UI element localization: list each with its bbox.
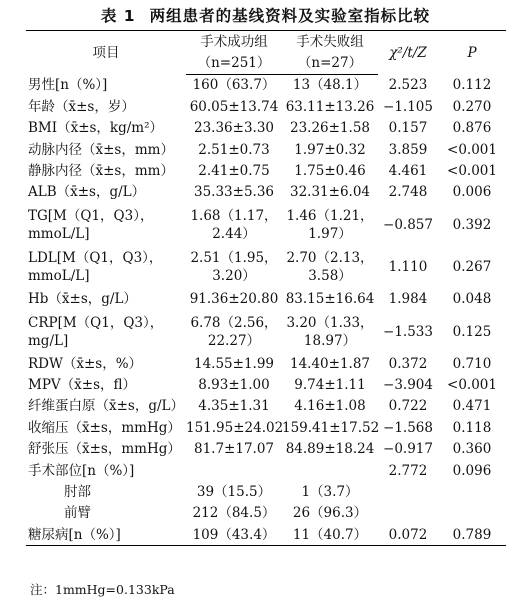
row-success-value-text: 35.33±5.36	[193, 184, 275, 201]
row-success-value	[186, 96, 282, 117]
row-stat-value-text: −1.533	[383, 323, 433, 340]
header-fail: 手术失败组	[282, 31, 378, 53]
row-p-value-text: 0.118	[452, 419, 492, 436]
header-fail-n: （n=27）	[282, 52, 378, 74]
table-row	[26, 74, 506, 96]
row-p-value	[438, 139, 506, 160]
table-row	[26, 310, 506, 353]
row-fail-value-text: 32.31±6.04	[289, 184, 371, 201]
row-item	[26, 289, 186, 310]
row-success-value	[186, 460, 282, 481]
row-p-value	[438, 310, 506, 353]
caption-title: 两组患者的基线资料及实验室指标比较	[149, 7, 431, 25]
row-fail-value-text: 23.26±1.58	[289, 120, 371, 137]
row-p-value-text: 0.267	[452, 259, 492, 276]
row-stat-value-text: 2.772	[388, 462, 428, 479]
row-fail-value	[282, 160, 378, 181]
header-success-n: （n=251）	[186, 52, 282, 74]
row-success-value	[186, 353, 282, 374]
row-stat-value	[378, 139, 438, 160]
row-item	[26, 182, 186, 203]
row-item-text-line2: mmoL/L]	[28, 225, 90, 242]
table-row	[26, 160, 506, 181]
row-fail-value-text-line2: 18.97）	[303, 332, 357, 349]
row-item-text: TG[M（Q1，Q3），	[28, 207, 154, 224]
row-p-value-text: 0.710	[452, 355, 492, 372]
row-stat-value-text: 1.984	[388, 291, 428, 308]
row-fail-value-text: 84.89±18.24	[285, 441, 375, 458]
row-p-value	[438, 96, 506, 117]
row-success-value-text: 6.78（2.56，	[190, 314, 278, 331]
row-success-value	[186, 396, 282, 417]
row-success-value	[186, 182, 282, 203]
row-item-text: 收缩压（x̄±s，mmHg）	[28, 419, 181, 436]
table-row	[26, 289, 506, 310]
table-row	[26, 118, 506, 139]
row-success-value-text: 109（43.4）	[192, 526, 276, 543]
row-fail-value-text-line2: 1.97）	[308, 225, 352, 242]
row-success-value-text-line2: 2.44）	[212, 225, 256, 242]
row-success-value-text: 14.55±1.99	[193, 355, 275, 372]
row-item	[26, 503, 186, 524]
row-success-value	[186, 139, 282, 160]
table-row	[26, 438, 506, 459]
row-p-value	[438, 246, 506, 289]
table-row	[26, 460, 506, 481]
row-stat-value	[378, 460, 438, 481]
row-fail-value	[282, 417, 378, 438]
row-fail-value	[282, 96, 378, 117]
row-p-value-text: 0.006	[452, 184, 492, 201]
row-item-text: LDL[M（Q1，Q3），	[28, 250, 163, 267]
row-item	[26, 396, 186, 417]
row-item	[26, 96, 186, 117]
row-p-value-text: 0.125	[452, 323, 492, 340]
header-success: 手术成功组	[186, 31, 282, 53]
row-fail-value	[282, 289, 378, 310]
row-fail-value	[282, 118, 378, 139]
row-item-text: 静脉内径（x̄±s，mm）	[28, 163, 174, 180]
row-stat-value	[378, 182, 438, 203]
row-success-value	[186, 289, 282, 310]
row-success-value-text: 91.36±20.80	[189, 291, 279, 308]
row-stat-value	[378, 374, 438, 395]
row-fail-value	[282, 139, 378, 160]
row-item-text: 糖尿病[n（%）]	[28, 526, 121, 543]
row-stat-value	[378, 203, 438, 246]
row-item	[26, 160, 186, 181]
table-caption	[0, 4, 531, 26]
table-row	[26, 353, 506, 374]
row-p-value-text: 0.360	[452, 441, 492, 458]
row-stat-value-text: −0.917	[383, 441, 433, 458]
row-stat-value	[378, 310, 438, 353]
row-item	[26, 246, 186, 289]
row-p-value	[438, 438, 506, 459]
row-success-value	[186, 246, 282, 289]
row-stat-value-text: 2.523	[388, 77, 428, 94]
row-success-value-text: 151.95±24.02	[186, 419, 284, 436]
row-p-value-text: 0.789	[452, 526, 492, 543]
row-fail-value-text: 63.11±13.26	[285, 98, 375, 115]
row-success-value	[186, 310, 282, 353]
row-success-value-text: 4.35±1.31	[198, 398, 270, 415]
row-item	[26, 353, 186, 374]
row-item-text: 男性[n（%）]	[28, 77, 108, 94]
row-fail-value-text: 1.46（1.21，	[286, 207, 374, 224]
row-fail-value	[282, 460, 378, 481]
footnote: 注：1mmHg=0.133kPa	[30, 582, 175, 597]
row-success-value	[186, 481, 282, 502]
row-fail-value-text: 1.75±0.46	[294, 163, 366, 180]
row-item	[26, 139, 186, 160]
row-success-value	[186, 74, 282, 96]
row-p-value	[438, 524, 506, 546]
table-row	[26, 481, 506, 502]
table-row	[26, 203, 506, 246]
row-fail-value-text: 1.97±0.32	[294, 141, 366, 158]
row-fail-value-text: 83.15±16.64	[285, 291, 375, 308]
row-p-value-text: <0.001	[447, 163, 497, 180]
row-fail-value-text: 4.16±1.08	[294, 398, 366, 415]
row-stat-value	[378, 118, 438, 139]
caption-label: 表 1	[100, 7, 136, 25]
row-stat-value	[378, 503, 438, 524]
row-fail-value	[282, 524, 378, 546]
row-item	[26, 118, 186, 139]
row-success-value-text: 8.93±1.00	[198, 376, 270, 393]
row-stat-value	[378, 160, 438, 181]
row-item	[26, 203, 186, 246]
row-p-value-text: <0.001	[447, 141, 497, 158]
table-row	[26, 396, 506, 417]
row-stat-value	[378, 96, 438, 117]
row-success-value-text: 39（15.5）	[196, 483, 272, 500]
table-row	[26, 246, 506, 289]
row-item-text: BMI（x̄±s，kg/m²）	[28, 120, 164, 137]
row-item-text: 舒张压（x̄±s，mmHg）	[28, 441, 181, 458]
row-success-value	[186, 203, 282, 246]
row-success-value	[186, 524, 282, 546]
row-fail-value	[282, 353, 378, 374]
row-stat-value	[378, 524, 438, 546]
row-stat-value-text: −0.857	[383, 216, 433, 233]
row-stat-value	[378, 74, 438, 96]
row-success-value	[186, 438, 282, 459]
row-p-value-text: 0.392	[452, 216, 492, 233]
table-row	[26, 374, 506, 395]
row-fail-value-text: 9.74±1.11	[294, 376, 366, 393]
row-fail-value-text: 11（40.7）	[292, 526, 368, 543]
row-success-value-text: 23.36±3.30	[193, 120, 275, 137]
row-item-text: Hb（x̄±s，g/L）	[28, 291, 137, 308]
row-success-value	[186, 503, 282, 524]
row-item-text-line2: mmoL/L]	[28, 268, 90, 285]
row-stat-value	[378, 289, 438, 310]
row-stat-value-text: 0.722	[388, 398, 428, 415]
row-stat-value-text: 1.110	[388, 259, 428, 276]
row-fail-value	[282, 310, 378, 353]
row-stat-value-text: 4.461	[388, 163, 428, 180]
row-p-value-text: 0.048	[452, 291, 492, 308]
row-fail-value	[282, 438, 378, 459]
header-item: 项目	[26, 31, 186, 75]
row-stat-value-text: −3.904	[383, 376, 433, 393]
row-stat-value	[378, 481, 438, 502]
row-success-value	[186, 160, 282, 181]
row-stat-value	[378, 417, 438, 438]
row-stat-value-text: 3.859	[388, 141, 428, 158]
row-fail-value-text-line2: 3.58）	[308, 268, 352, 285]
row-stat-value-text: −1.105	[383, 98, 433, 115]
row-item-text: CRP[M（Q1，Q3），mg/L]	[28, 314, 164, 349]
row-success-value-text: 2.41±0.75	[198, 163, 270, 180]
row-p-value-text: 0.471	[452, 398, 492, 415]
table-row	[26, 503, 506, 524]
row-p-value	[438, 160, 506, 181]
row-success-value-text: 2.51（1.95，	[190, 250, 278, 267]
row-p-value	[438, 503, 506, 524]
table-row	[26, 96, 506, 117]
table-row	[26, 417, 506, 438]
row-fail-value	[282, 374, 378, 395]
row-item-text: 动脉内径（x̄±s，mm）	[28, 141, 174, 158]
row-p-value	[438, 118, 506, 139]
row-p-value	[438, 374, 506, 395]
row-success-value-text: 160（63.7）	[192, 77, 276, 94]
row-fail-value	[282, 396, 378, 417]
row-p-value-text: 0.096	[452, 462, 492, 479]
row-success-value	[186, 417, 282, 438]
row-success-value-text-line2: 3.20）	[212, 268, 256, 285]
row-p-value	[438, 460, 506, 481]
row-item	[26, 438, 186, 459]
row-item	[26, 481, 186, 502]
row-p-value	[438, 182, 506, 203]
row-fail-value-text: 2.70（2.13，	[286, 250, 374, 267]
row-item-text: 前臂	[64, 505, 91, 522]
table-row	[26, 524, 506, 546]
row-fail-value	[282, 182, 378, 203]
header-p: P	[438, 31, 506, 75]
row-p-value-text: 0.876	[452, 120, 492, 137]
row-item-text: 手术部位[n（%）]	[28, 462, 135, 479]
row-stat-value	[378, 396, 438, 417]
row-fail-value-text: 26（96.3）	[292, 505, 368, 522]
row-stat-value-text: 2.748	[388, 184, 428, 201]
row-fail-value	[282, 203, 378, 246]
row-item-text: ALB（x̄±s，g/L）	[28, 184, 146, 201]
table-row	[26, 182, 506, 203]
table-row	[26, 139, 506, 160]
row-stat-value-text: −1.568	[383, 419, 433, 436]
row-item	[26, 524, 186, 546]
row-fail-value-text: 159.41±17.52	[282, 419, 380, 436]
row-success-value-text: 81.7±17.07	[193, 441, 275, 458]
row-stat-value	[378, 246, 438, 289]
row-success-value-text: 60.05±13.74	[189, 98, 279, 115]
row-p-value-text: <0.001	[447, 376, 497, 393]
row-fail-value	[282, 74, 378, 96]
row-p-value	[438, 417, 506, 438]
row-item-text: 肘部	[64, 483, 91, 500]
row-fail-value-text: 1（3.7）	[301, 483, 359, 500]
row-success-value-text: 2.51±0.73	[198, 141, 270, 158]
row-fail-value-text: 13（48.1）	[292, 77, 368, 94]
row-item-text: RDW（x̄±s，%）	[28, 355, 143, 372]
row-p-value	[438, 74, 506, 96]
row-fail-value	[282, 503, 378, 524]
row-success-value	[186, 374, 282, 395]
row-fail-value-text: 14.40±1.87	[289, 355, 371, 372]
row-fail-value	[282, 246, 378, 289]
row-p-value-text: 0.270	[452, 98, 492, 115]
row-success-value-text-line2: 22.27）	[207, 332, 261, 349]
row-item	[26, 460, 186, 481]
row-fail-value-text: 3.20（1.33，	[286, 314, 374, 331]
row-item	[26, 74, 186, 96]
row-item-text: 年龄（x̄±s，岁）	[28, 98, 135, 115]
row-p-value	[438, 481, 506, 502]
row-success-value	[186, 118, 282, 139]
row-item	[26, 417, 186, 438]
header-stat: χ²/t/Z	[378, 31, 438, 75]
row-stat-value	[378, 353, 438, 374]
row-p-value	[438, 396, 506, 417]
row-p-value	[438, 353, 506, 374]
row-p-value-text: 0.112	[452, 77, 492, 94]
row-p-value	[438, 289, 506, 310]
row-item	[26, 310, 186, 353]
row-fail-value	[282, 481, 378, 502]
baseline-table	[26, 30, 506, 546]
row-success-value-text: 212（84.5）	[192, 505, 276, 522]
row-item-text: MPV（x̄±s，fl）	[28, 376, 137, 393]
row-item-text: 纤维蛋白原（x̄±s，g/L）	[28, 398, 185, 415]
row-success-value-text: 1.68（1.17，	[190, 207, 278, 224]
row-stat-value-text: 0.372	[388, 355, 428, 372]
row-stat-value	[378, 438, 438, 459]
row-item	[26, 374, 186, 395]
row-p-value	[438, 203, 506, 246]
row-stat-value-text: 0.072	[388, 526, 428, 543]
row-stat-value-text: 0.157	[388, 120, 428, 137]
